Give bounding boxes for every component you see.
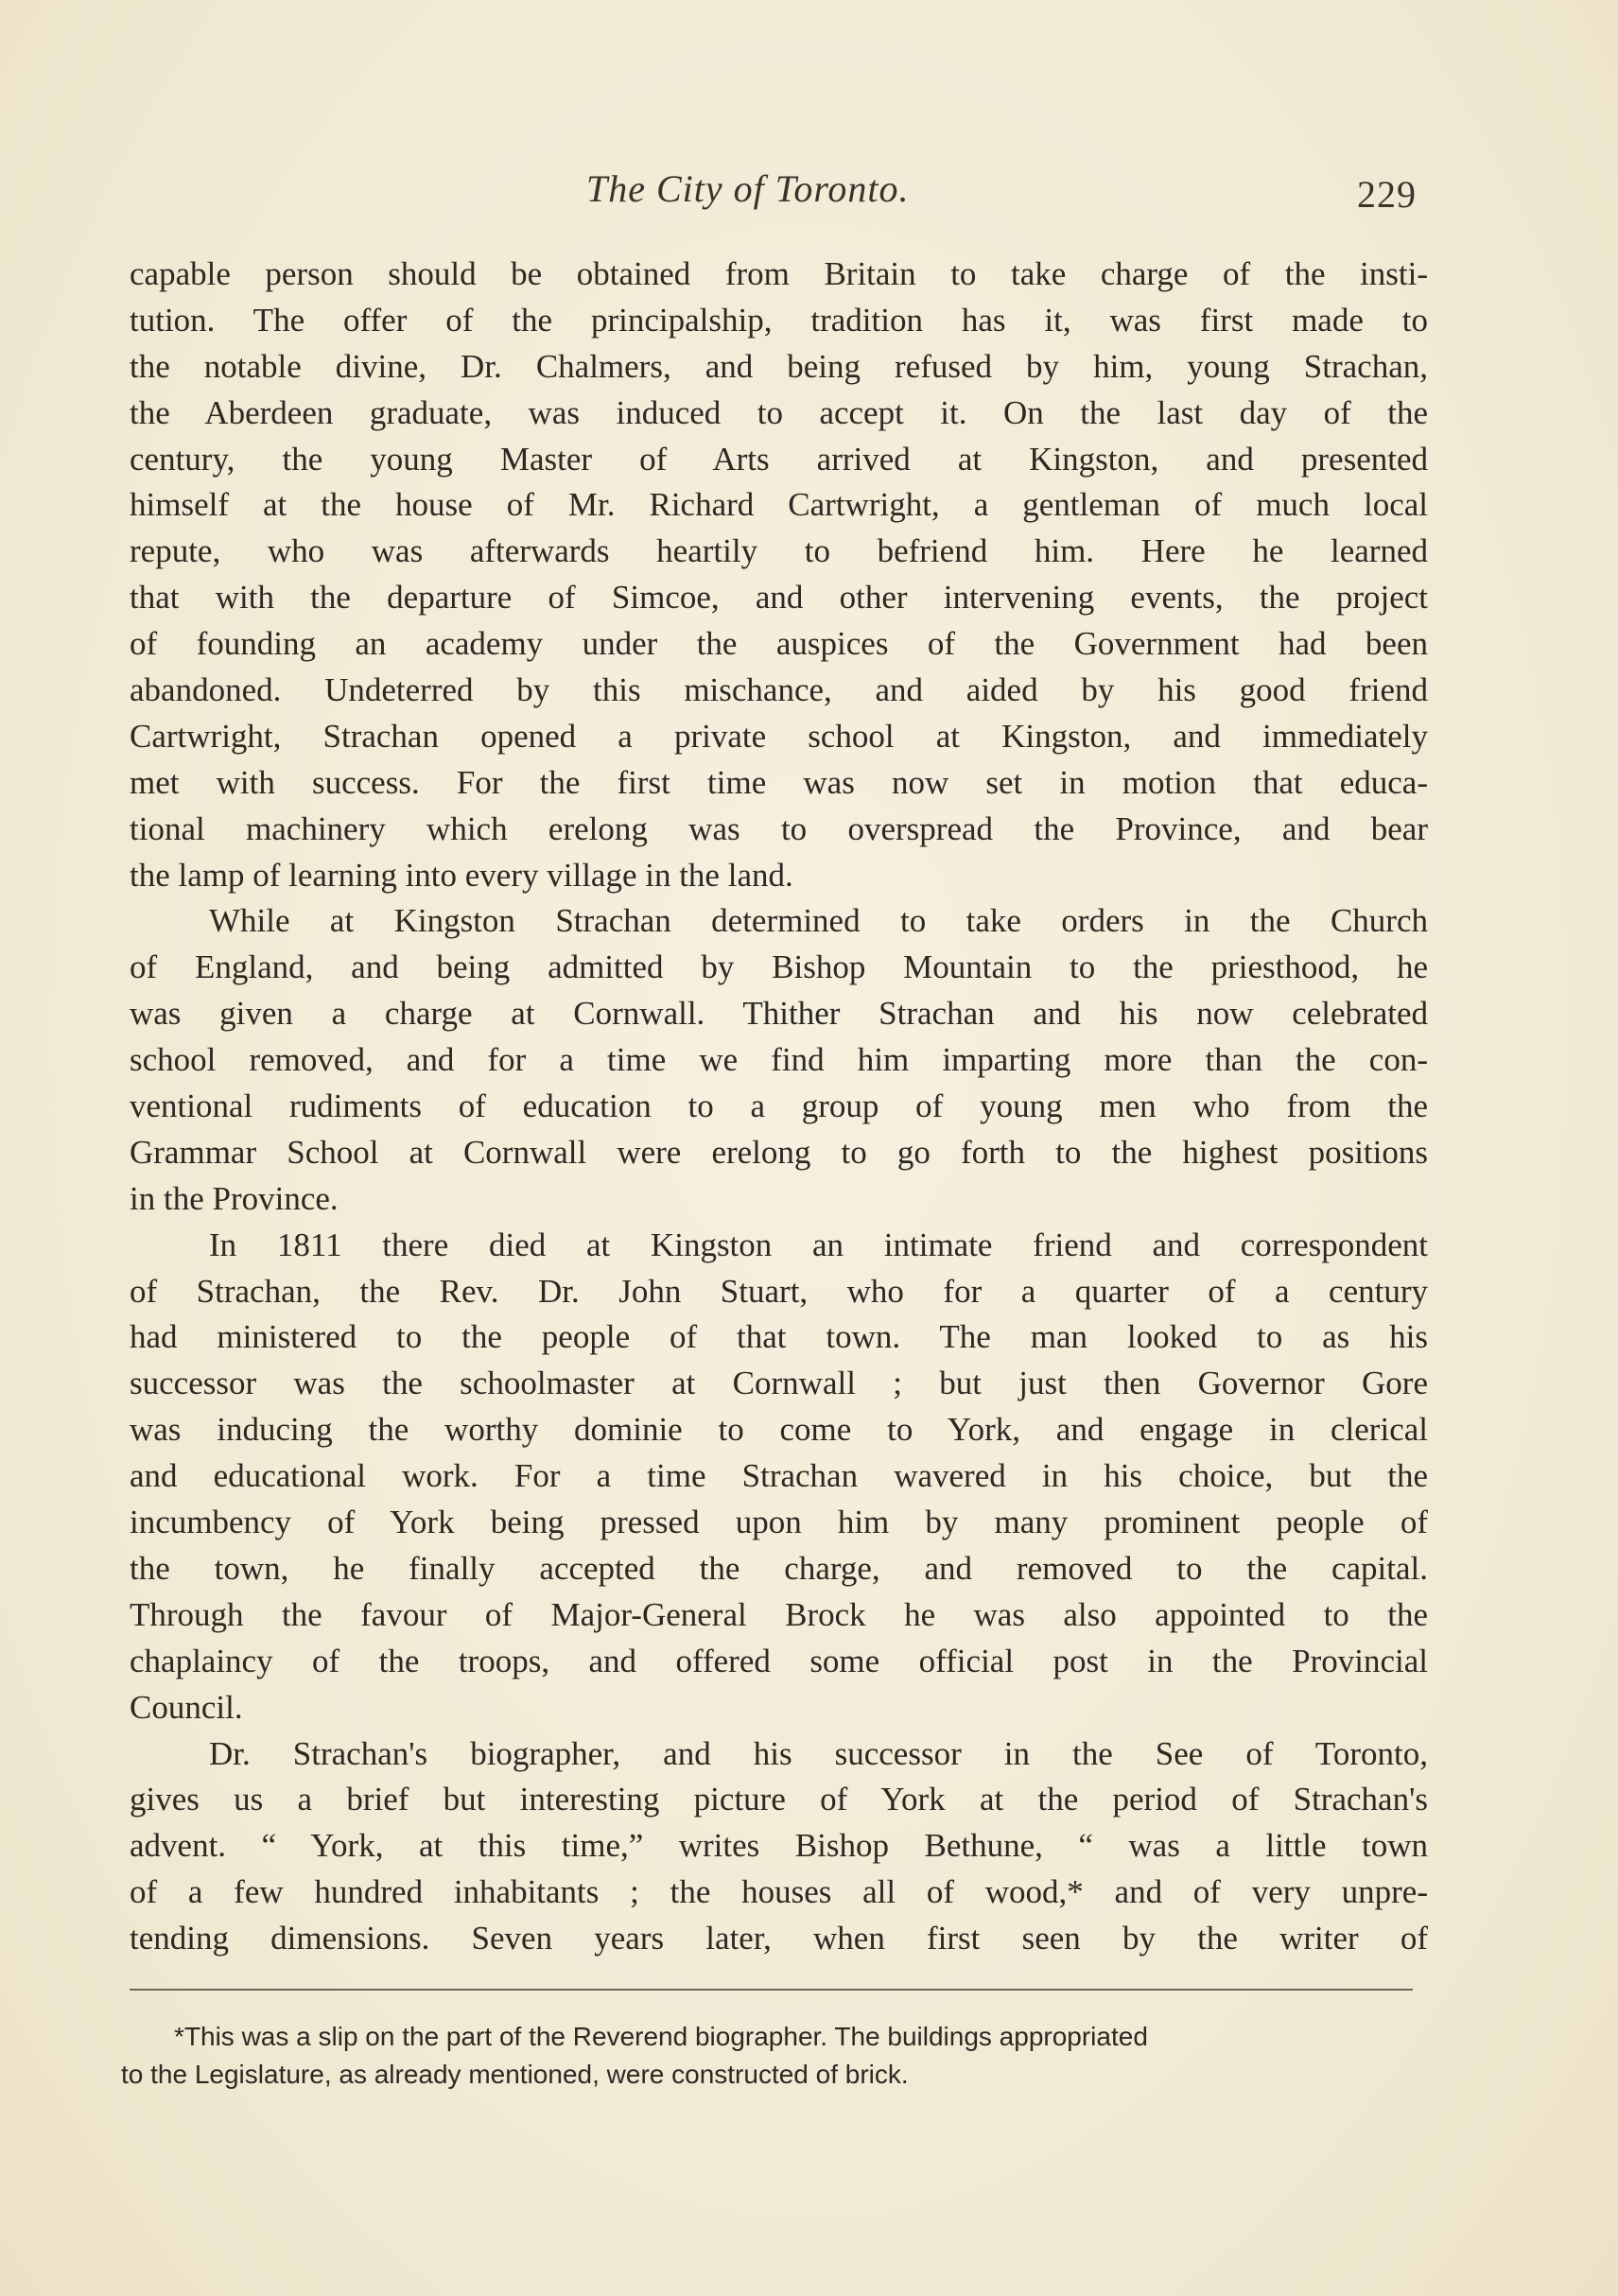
- text-line: Council.: [130, 1688, 243, 1726]
- footnote: [121, 2018, 1426, 2094]
- paragraph-start-line: In 1811 there died at Kingston an intimate friend and correspondent: [209, 1226, 1428, 1263]
- paragraph-start-line: Dr. Strachan's biographer, and his successor in the See of Toronto,: [209, 1734, 1428, 1772]
- text-line: himself at the house of Mr. Richard Cartwright, a gentleman of much local: [130, 486, 1428, 524]
- text-line: Cartwright, Strachan opened a private school at Kingston, and immediately: [130, 717, 1428, 755]
- text-line: the lamp of learning into every village in the land.: [130, 856, 793, 894]
- text-line: the town, he finally accepted the charge, and removed to the capital.: [130, 1549, 1428, 1587]
- text-line: school removed, and for a time we find him imparting more than the con-: [130, 1041, 1428, 1079]
- paragraph-start-line: While at Kingston Strachan determined to take orders in the Church: [209, 902, 1428, 940]
- text-line: century, the young Master of Arts arrived at Kingston, and presented: [130, 440, 1428, 478]
- text-line: the Aberdeen graduate, was induced to accept it. On the last day of the: [130, 393, 1428, 431]
- page-number: 229: [1357, 173, 1417, 216]
- text-line: repute, who was afterwards heartily to befriend him. Here he learned: [130, 532, 1428, 570]
- text-line: Through the favour of Major-General Brock he was also appointed to the: [130, 1595, 1428, 1633]
- text-line: advent. “ York, at this time,” writes Bishop Bethune, “ was a little town: [130, 1827, 1428, 1865]
- text-line: gives us a brief but interesting picture of York at the period of Strachan's: [130, 1781, 1428, 1818]
- text-line: tution. The offer of the principalship, tradition has it, was first made to: [130, 301, 1428, 339]
- text-line: ventional rudiments of education to a group of young men who from the: [130, 1087, 1428, 1125]
- text-line: of Strachan, the Rev. Dr. John Stuart, who for a quarter of a century: [130, 1272, 1428, 1310]
- text-line: of England, and being admitted by Bishop Mountain to the priesthood, he: [130, 948, 1428, 986]
- footnote-line: *This was a slip on the part of the Reverend biographer. The buildings appropriated: [174, 2022, 1148, 2051]
- text-line: successor was the schoolmaster at Cornwall ; but just then Governor Gore: [130, 1365, 1428, 1402]
- page-header: [0, 159, 1618, 216]
- text-line: chaplaincy of the troops, and offered some official post in the Provincial: [130, 1642, 1428, 1679]
- text-line: in the Province.: [130, 1179, 339, 1217]
- text-line: and educational work. For a time Strachan wavered in his choice, but the: [130, 1457, 1428, 1495]
- footnote-divider: [130, 1989, 1413, 1991]
- text-line: had ministered to the people of that town. The man looked to as his: [130, 1318, 1428, 1356]
- text-line: tending dimensions. Seven years later, when first seen by the writer of: [130, 1920, 1428, 1957]
- body-text: [130, 252, 1428, 1962]
- text-line: incumbency of York being pressed upon him by many prominent people of: [130, 1504, 1428, 1541]
- text-line: Grammar School at Cornwall were erelong to go forth to the highest positions: [130, 1133, 1428, 1171]
- text-line: the notable divine, Dr. Chalmers, and being refused by him, young Strachan,: [130, 347, 1428, 385]
- running-title: The City of Toronto.: [586, 167, 910, 210]
- text-line: was given a charge at Cornwall. Thither Strachan and his now celebrated: [130, 995, 1428, 1033]
- text-line: of founding an academy under the auspices of the Government had been: [130, 625, 1428, 663]
- text-line: was inducing the worthy dominie to come to York, and engage in clerical: [130, 1411, 1428, 1449]
- text-line: that with the departure of Simcoe, and other intervening events, the project: [130, 579, 1428, 617]
- text-line: of a few hundred inhabitants ; the houses all of wood,* and of very unpre-: [130, 1873, 1428, 1911]
- text-line: capable person should be obtained from Britain to take charge of the insti-: [130, 255, 1428, 292]
- text-line: met with success. For the first time was now set in motion that educa-: [130, 763, 1428, 801]
- text-line: tional machinery which erelong was to overspread the Province, and bear: [130, 809, 1428, 847]
- text-line: abandoned. Undeterred by this mischance, and aided by his good friend: [130, 671, 1428, 709]
- footnote-line: to the Legislature, as already mentioned, were constructed of brick.: [121, 2060, 909, 2089]
